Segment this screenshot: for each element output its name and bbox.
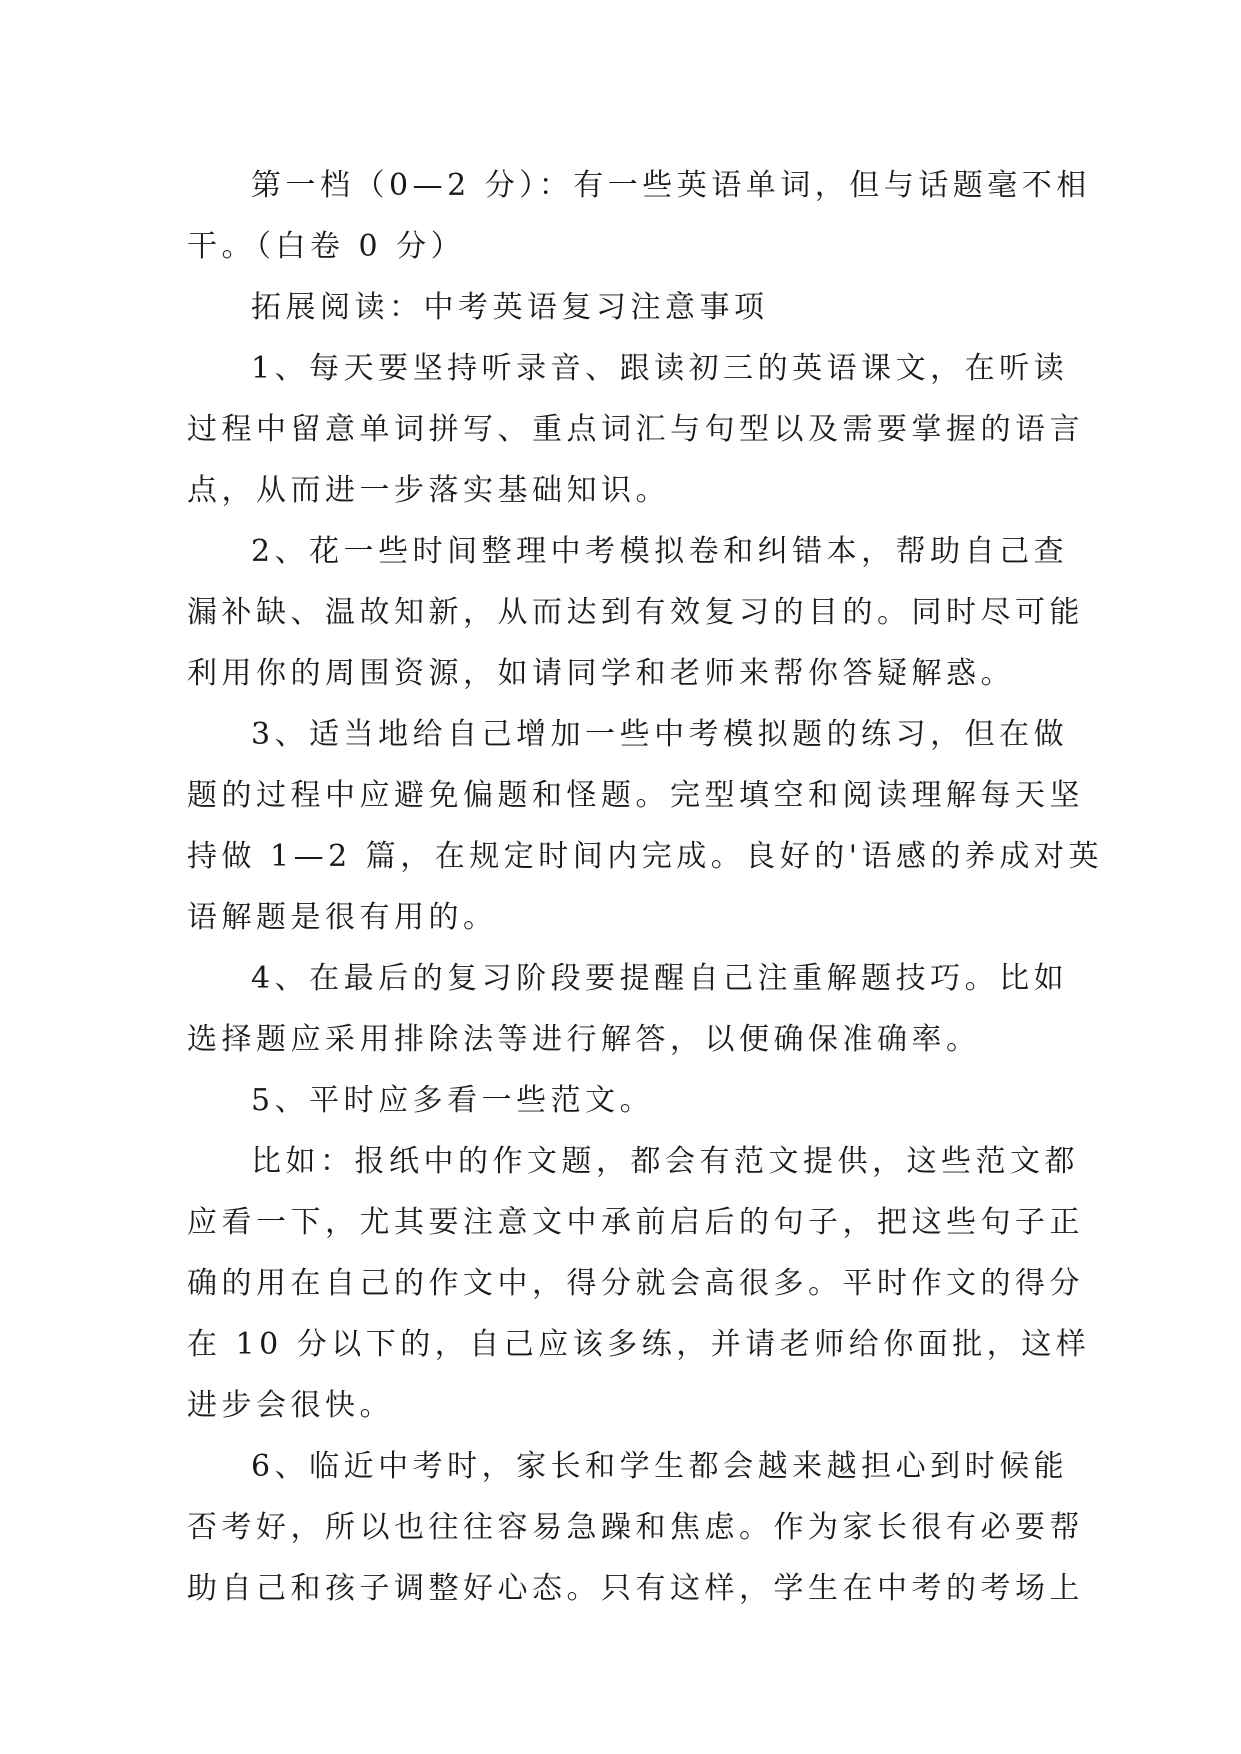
text-line: 3、适当地给自己增加一些中考模拟题的练习，但在做 [251, 717, 1069, 752]
text-line: 语解题是很有用的。 [187, 900, 498, 935]
text-line: 第一档（0—2 分）：有一些英语单词，但与话题毫不相 [251, 168, 1091, 203]
text-line: 应看一下，尤其要注意文中承前启后的句子，把这些句子正 [187, 1205, 1084, 1240]
paragraph-extended-reading-heading [187, 277, 1057, 338]
text-line: 助自己和孩子调整好心态。只有这样，学生在中考的考场上 [187, 1571, 1084, 1606]
text-line: 比如：报纸中的作文题，都会有范文提供，这些范文都 [251, 1144, 1079, 1179]
text-line: 进步会很快。 [187, 1388, 394, 1423]
document-body [187, 155, 1103, 1619]
paragraph-tip-5 [187, 1070, 1057, 1131]
text-line: 选择题应采用排除法等进行解答，以便确保准确率。 [187, 1022, 981, 1057]
text-line: 利用你的周围资源，如请同学和老师来帮你答疑解惑。 [187, 656, 1015, 691]
text-line: 2、花一些时间整理中考模拟卷和纠错本，帮助自己查 [251, 534, 1069, 569]
text-line: 否考好，所以也往往容易急躁和焦虑。作为家长很有必要帮 [187, 1510, 1084, 1545]
text-line: 过程中留意单词拼写、重点词汇与句型以及需要掌握的语言 [187, 412, 1084, 447]
paragraph-tip-6 [187, 1436, 1084, 1619]
paragraph-tip-4 [187, 948, 1069, 1070]
paragraph-grade-tier-one [187, 155, 1091, 277]
text-line: 干。（白卷 0 分） [187, 229, 466, 264]
text-line: 点，从而进一步落实基础知识。 [187, 473, 670, 508]
text-line: 持做 1—2 篇，在规定时间内完成。良好的'语感的养成对英 [187, 839, 1103, 874]
text-line: 4、在最后的复习阶段要提醒自己注重解题技巧。比如 [251, 961, 1069, 996]
text-line: 1、每天要坚持听录音、跟读初三的英语课文，在听读 [251, 351, 1069, 386]
paragraph-tip-1 [187, 338, 1084, 521]
paragraph-tip-3 [187, 704, 1103, 948]
paragraph-tip-5-example [187, 1131, 1091, 1436]
text-line: 确的用在自己的作文中，得分就会高很多。平时作文的得分 [187, 1266, 1084, 1301]
text-line: 题的过程中应避免偏题和怪题。完型填空和阅读理解每天坚 [187, 778, 1084, 813]
text-line: 5、平时应多看一些范文。 [251, 1083, 655, 1118]
text-line: 在 10 分以下的，自己应该多练，并请老师给你面批，这样 [187, 1327, 1091, 1362]
paragraph-tip-2 [187, 521, 1084, 704]
text-line: 漏补缺、温故知新，从而达到有效复习的目的。同时尽可能 [187, 595, 1084, 630]
text-line: 6、临近中考时，家长和学生都会越来越担心到时候能 [251, 1449, 1069, 1484]
text-line: 拓展阅读：中考英语复习注意事项 [251, 290, 769, 325]
